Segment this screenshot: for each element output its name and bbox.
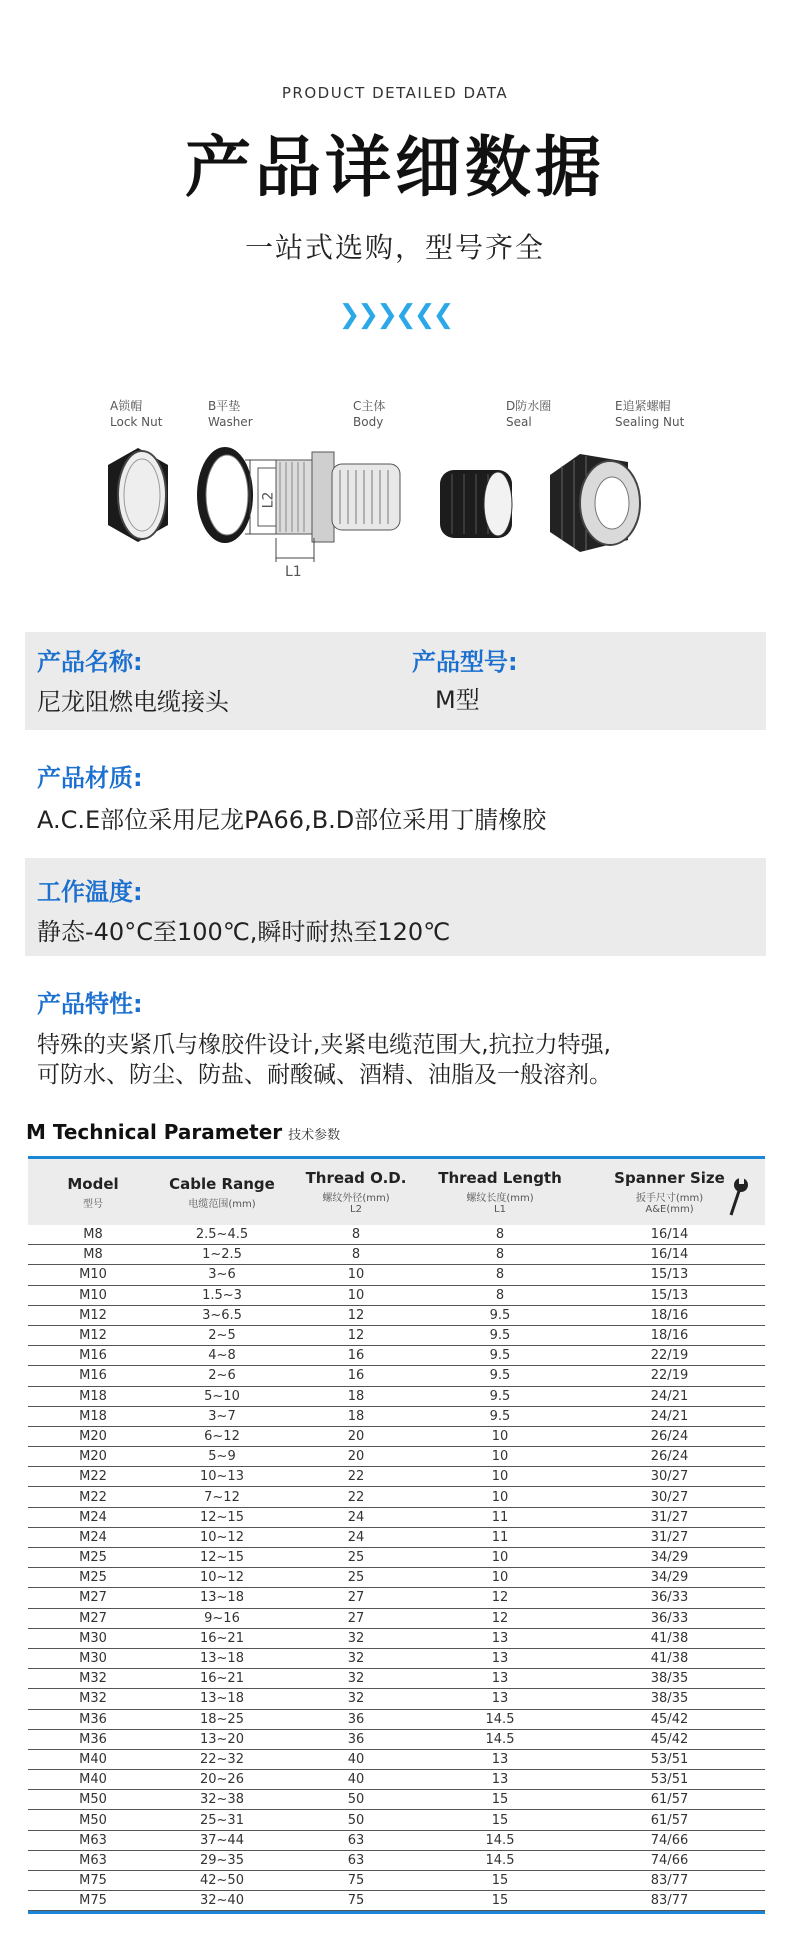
row-spanner-size: 22/19 — [650, 1348, 689, 1364]
table-row — [28, 1770, 765, 1790]
table-row — [28, 1508, 765, 1528]
product-name-value: 尼龙阻燃电缆接头 — [37, 688, 229, 716]
table-row — [28, 1245, 765, 1265]
table-row — [28, 1366, 765, 1386]
row-model: M36 — [79, 1711, 107, 1727]
row-thread-length: 10 — [491, 1570, 509, 1586]
row-spanner-size: 53/51 — [650, 1751, 689, 1767]
row-cable-range: 16~21 — [200, 1630, 244, 1646]
exploded-diagram — [80, 390, 720, 600]
row-cable-range: 3~6.5 — [202, 1307, 242, 1323]
table-header-row — [28, 1159, 765, 1225]
row-thread-od: 25 — [347, 1570, 365, 1586]
row-cable-range: 10~13 — [200, 1469, 244, 1485]
row-spanner-size: 38/35 — [650, 1691, 689, 1707]
row-cable-range: 7~12 — [204, 1489, 240, 1505]
row-thread-length: 9.5 — [489, 1307, 511, 1323]
row-cable-range: 12~15 — [200, 1550, 244, 1566]
table-row — [28, 1326, 765, 1346]
row-cable-range: 22~32 — [200, 1751, 244, 1767]
row-thread-od: 50 — [347, 1812, 365, 1828]
table-row — [28, 1831, 765, 1851]
row-cable-range: 42~50 — [200, 1873, 244, 1889]
lock-nut-icon — [108, 448, 168, 542]
row-model: M24 — [79, 1509, 107, 1525]
table-row — [28, 1851, 765, 1871]
row-spanner-size: 31/27 — [650, 1529, 689, 1545]
product-name-box — [25, 632, 766, 730]
row-spanner-size: 30/27 — [650, 1489, 689, 1505]
row-model: M27 — [79, 1590, 107, 1606]
row-model: M16 — [79, 1348, 107, 1364]
row-spanner-size: 36/33 — [650, 1610, 689, 1626]
part-label-washer: B平垫 Washer — [208, 399, 253, 429]
row-thread-od: 27 — [347, 1590, 365, 1606]
row-thread-od: 8 — [351, 1247, 361, 1263]
table-row — [28, 1528, 765, 1548]
row-model: M12 — [79, 1328, 107, 1344]
row-thread-od: 20 — [347, 1449, 365, 1465]
row-cable-range: 9~16 — [204, 1610, 240, 1626]
header-subtitle: PRODUCT DETAILED DATA — [281, 84, 509, 102]
row-cable-range: 16~21 — [200, 1671, 244, 1687]
row-model: M10 — [79, 1267, 107, 1283]
table-row — [28, 1871, 765, 1891]
row-cable-range: 5~10 — [204, 1388, 240, 1404]
row-thread-od: 27 — [347, 1610, 365, 1626]
row-thread-length: 10 — [491, 1550, 509, 1566]
row-cable-range: 13~18 — [200, 1691, 244, 1707]
row-spanner-size: 74/66 — [650, 1832, 689, 1848]
row-thread-od: 24 — [347, 1509, 365, 1525]
row-thread-od: 50 — [347, 1792, 365, 1808]
table-row — [28, 1265, 765, 1285]
row-spanner-size: 26/24 — [650, 1449, 689, 1465]
row-spanner-size: 15/13 — [650, 1287, 689, 1303]
row-thread-od: 16 — [347, 1368, 365, 1384]
row-spanner-size: 15/13 — [650, 1267, 689, 1283]
row-spanner-size: 45/42 — [650, 1711, 689, 1727]
row-model: M40 — [79, 1772, 107, 1788]
table-row — [28, 1467, 765, 1487]
row-thread-od: 12 — [347, 1307, 365, 1323]
row-thread-od: 18 — [347, 1408, 365, 1424]
row-cable-range: 3~7 — [208, 1408, 236, 1424]
row-cable-range: 18~25 — [200, 1711, 244, 1727]
row-thread-od: 24 — [347, 1529, 365, 1545]
row-cable-range: 37~44 — [200, 1832, 244, 1848]
row-thread-length: 15 — [491, 1812, 509, 1828]
row-cable-range: 3~6 — [208, 1267, 236, 1283]
row-spanner-size: 61/57 — [650, 1812, 689, 1828]
row-model: M75 — [79, 1873, 107, 1889]
row-thread-length: 10 — [491, 1428, 509, 1444]
page-title: 产品详细数据 — [185, 129, 605, 206]
row-spanner-size: 53/51 — [650, 1772, 689, 1788]
part-label-lock-nut: A锁帽 Lock Nut — [110, 399, 163, 429]
temperature-box — [25, 858, 766, 956]
row-thread-length: 14.5 — [485, 1711, 515, 1727]
row-thread-length: 12 — [491, 1610, 509, 1626]
row-thread-od: 32 — [347, 1651, 365, 1667]
table-row — [28, 1810, 765, 1830]
material-value: A.C.E部位采用尼龙PA66,B.D部位采用丁腈橡胶 — [37, 806, 547, 834]
row-thread-length: 14.5 — [485, 1832, 515, 1848]
row-spanner-size: 18/16 — [650, 1307, 689, 1323]
row-thread-od: 8 — [351, 1227, 361, 1243]
row-model: M30 — [79, 1651, 107, 1667]
header-cable-range: Cable Range 电缆范围(mm) — [169, 1174, 275, 1210]
row-model: M10 — [79, 1287, 107, 1303]
row-thread-length: 13 — [491, 1772, 509, 1788]
table-row — [28, 1689, 765, 1709]
row-thread-od: 10 — [347, 1287, 365, 1303]
temperature-label: 工作温度: — [37, 878, 143, 906]
row-cable-range: 20~26 — [200, 1772, 244, 1788]
row-spanner-size: 38/35 — [650, 1671, 689, 1687]
row-thread-length: 13 — [491, 1751, 509, 1767]
table-row — [28, 1710, 765, 1730]
table-row — [28, 1568, 765, 1588]
part-label-sealing-nut: E追紧螺帽 Sealing Nut — [615, 399, 685, 429]
row-spanner-size: 34/29 — [650, 1570, 689, 1586]
table-row — [28, 1649, 765, 1669]
material-label: 产品材质: — [37, 764, 143, 792]
row-thread-length: 14.5 — [485, 1731, 515, 1747]
row-model: M50 — [79, 1812, 107, 1828]
row-model: M32 — [79, 1691, 107, 1707]
row-spanner-size: 41/38 — [650, 1651, 689, 1667]
header-thread-length: Thread Length 螺纹长度(mm) L1 — [438, 1169, 562, 1215]
header-spanner-size: Spanner Size 扳手尺寸(mm) A&E(mm) — [574, 1169, 765, 1215]
row-thread-od: 25 — [347, 1550, 365, 1566]
table-bottom-rule — [28, 1911, 765, 1914]
row-thread-length: 8 — [495, 1227, 505, 1243]
row-thread-od: 32 — [347, 1630, 365, 1646]
product-model-label: 产品型号: — [412, 648, 518, 676]
row-thread-od: 32 — [347, 1691, 365, 1707]
row-thread-od: 22 — [347, 1469, 365, 1485]
row-thread-od: 20 — [347, 1428, 365, 1444]
header-thread-od: Thread O.D. 螺纹外径(mm) L2 — [305, 1169, 407, 1215]
row-spanner-size: 34/29 — [650, 1550, 689, 1566]
row-thread-length: 13 — [491, 1671, 509, 1687]
row-spanner-size: 18/16 — [650, 1328, 689, 1344]
dim-l2-label: L2 — [260, 491, 277, 509]
row-spanner-size: 36/33 — [650, 1590, 689, 1606]
row-thread-length: 8 — [495, 1267, 505, 1283]
row-thread-length: 13 — [491, 1630, 509, 1646]
row-cable-range: 32~38 — [200, 1792, 244, 1808]
row-cable-range: 2.5~4.5 — [195, 1227, 249, 1243]
row-cable-range: 2~5 — [208, 1328, 236, 1344]
product-model-value: M型 — [435, 686, 480, 714]
row-model: M8 — [83, 1227, 103, 1243]
row-thread-od: 16 — [347, 1348, 365, 1364]
row-cable-range: 4~8 — [208, 1348, 236, 1364]
row-thread-length: 9.5 — [489, 1408, 511, 1424]
table-row — [28, 1225, 765, 1245]
row-spanner-size: 26/24 — [650, 1428, 689, 1444]
table-row — [28, 1609, 765, 1629]
row-thread-length: 8 — [495, 1287, 505, 1303]
row-thread-length: 11 — [491, 1509, 509, 1525]
table-row — [28, 1750, 765, 1770]
row-thread-od: 75 — [347, 1873, 365, 1889]
header-tagline: 一站式选购，型号齐全 — [244, 231, 545, 264]
row-thread-length: 15 — [491, 1893, 509, 1909]
table-row — [28, 1447, 765, 1467]
row-cable-range: 1~2.5 — [202, 1247, 242, 1263]
table-row — [28, 1407, 765, 1427]
product-name-label: 产品名称: — [37, 648, 143, 676]
row-thread-od: 18 — [347, 1388, 365, 1404]
row-spanner-size: 83/77 — [650, 1873, 689, 1889]
table-row — [28, 1346, 765, 1366]
row-thread-length: 8 — [495, 1247, 505, 1263]
row-cable-range: 12~15 — [200, 1509, 244, 1525]
row-model: M18 — [79, 1408, 107, 1424]
table-row — [28, 1306, 765, 1326]
temperature-value: 静态-40°C至100℃,瞬时耐热至120℃ — [37, 918, 451, 946]
row-model: M12 — [79, 1307, 107, 1323]
row-spanner-size: 74/66 — [650, 1852, 689, 1868]
row-thread-length: 9.5 — [489, 1388, 511, 1404]
row-model: M36 — [79, 1731, 107, 1747]
table-row — [28, 1387, 765, 1407]
material-box — [25, 746, 766, 844]
row-thread-od: 22 — [347, 1489, 365, 1505]
row-model: M25 — [79, 1550, 107, 1566]
table-body — [28, 1225, 765, 1911]
part-label-body: C主体 Body — [353, 399, 386, 429]
table-row — [28, 1427, 765, 1447]
row-thread-length: 15 — [491, 1873, 509, 1889]
row-thread-length: 13 — [491, 1691, 509, 1707]
features-line-1: 特殊的夹紧爪与橡胶件设计,夹紧电缆范围大,抗拉力特强, — [37, 1032, 611, 1058]
row-thread-od: 75 — [347, 1893, 365, 1909]
row-spanner-size: 30/27 — [650, 1469, 689, 1485]
wrench-icon — [727, 1175, 751, 1219]
row-cable-range: 29~35 — [200, 1852, 244, 1868]
row-model: M30 — [79, 1630, 107, 1646]
row-model: M63 — [79, 1832, 107, 1848]
table-row — [28, 1286, 765, 1306]
table-row — [28, 1790, 765, 1810]
row-model: M22 — [79, 1489, 107, 1505]
row-spanner-size: 16/14 — [650, 1227, 689, 1243]
row-model: M63 — [79, 1852, 107, 1868]
row-cable-range: 2~6 — [208, 1368, 236, 1384]
row-thread-length: 9.5 — [489, 1368, 511, 1384]
row-spanner-size: 22/19 — [650, 1368, 689, 1384]
chevron-divider-icon: ❯❯❯❮❮❮ — [338, 300, 452, 330]
row-spanner-size: 45/42 — [650, 1731, 689, 1747]
row-spanner-size: 31/27 — [650, 1509, 689, 1525]
row-thread-length: 9.5 — [489, 1328, 511, 1344]
row-thread-length: 10 — [491, 1489, 509, 1505]
row-thread-length: 13 — [491, 1651, 509, 1667]
row-thread-length: 15 — [491, 1792, 509, 1808]
row-model: M22 — [79, 1469, 107, 1485]
dim-l1-label: L1 — [285, 564, 302, 580]
row-model: M16 — [79, 1368, 107, 1384]
row-model: M20 — [79, 1449, 107, 1465]
row-cable-range: 10~12 — [200, 1529, 244, 1545]
row-model: M27 — [79, 1610, 107, 1626]
features-label: 产品特性: — [37, 990, 143, 1018]
row-spanner-size: 61/57 — [650, 1792, 689, 1808]
row-thread-length: 12 — [491, 1590, 509, 1606]
row-thread-od: 12 — [347, 1328, 365, 1344]
row-model: M8 — [83, 1247, 103, 1263]
row-cable-range: 6~12 — [204, 1428, 240, 1444]
washer-icon — [197, 447, 253, 543]
row-spanner-size: 16/14 — [650, 1247, 689, 1263]
row-thread-od: 40 — [347, 1751, 365, 1767]
row-cable-range: 32~40 — [200, 1893, 244, 1909]
seal-icon — [440, 470, 512, 538]
row-spanner-size: 41/38 — [650, 1630, 689, 1646]
row-cable-range: 13~18 — [200, 1651, 244, 1667]
row-thread-length: 9.5 — [489, 1348, 511, 1364]
part-label-seal: D防水圈 Seal — [506, 399, 552, 429]
row-cable-range: 1.5~3 — [202, 1287, 242, 1303]
row-cable-range: 25~31 — [200, 1812, 244, 1828]
row-thread-length: 10 — [491, 1449, 509, 1465]
row-model: M40 — [79, 1751, 107, 1767]
features-box — [25, 970, 766, 1090]
row-model: M24 — [79, 1529, 107, 1545]
row-thread-od: 40 — [347, 1772, 365, 1788]
row-thread-length: 14.5 — [485, 1852, 515, 1868]
row-thread-od: 10 — [347, 1267, 365, 1283]
table-row — [28, 1629, 765, 1649]
tech-parameter-table — [28, 1156, 765, 1914]
row-model: M32 — [79, 1671, 107, 1687]
table-row — [28, 1891, 765, 1911]
table-row — [28, 1548, 765, 1568]
row-thread-od: 32 — [347, 1671, 365, 1687]
row-thread-length: 10 — [491, 1469, 509, 1485]
row-model: M50 — [79, 1792, 107, 1808]
table-row — [28, 1669, 765, 1689]
row-cable-range: 5~9 — [208, 1449, 236, 1465]
row-cable-range: 10~12 — [200, 1570, 244, 1586]
row-thread-od: 63 — [347, 1852, 365, 1868]
gland-parts-illustration — [80, 390, 720, 600]
row-thread-length: 11 — [491, 1529, 509, 1545]
row-thread-od: 63 — [347, 1832, 365, 1848]
row-thread-od: 36 — [347, 1731, 365, 1747]
row-spanner-size: 24/21 — [650, 1408, 689, 1424]
row-model: M18 — [79, 1388, 107, 1404]
table-row — [28, 1487, 765, 1507]
row-thread-od: 36 — [347, 1711, 365, 1727]
header-model: Model 型号 — [67, 1174, 119, 1210]
row-model: M20 — [79, 1428, 107, 1444]
row-model: M75 — [79, 1893, 107, 1909]
sealing-nut-icon — [550, 454, 640, 552]
row-spanner-size: 24/21 — [650, 1388, 689, 1404]
table-row — [28, 1588, 765, 1608]
row-model: M25 — [79, 1570, 107, 1586]
row-spanner-size: 83/77 — [650, 1893, 689, 1909]
features-line-2: 可防水、防尘、防盐、耐酸碱、酒精、油脂及一般溶剂。 — [37, 1062, 612, 1088]
row-cable-range: 13~18 — [200, 1590, 244, 1606]
tech-parameter-title: M Technical Parameter 技术参数 — [26, 1120, 341, 1144]
table-row — [28, 1730, 765, 1750]
row-cable-range: 13~20 — [200, 1731, 244, 1747]
